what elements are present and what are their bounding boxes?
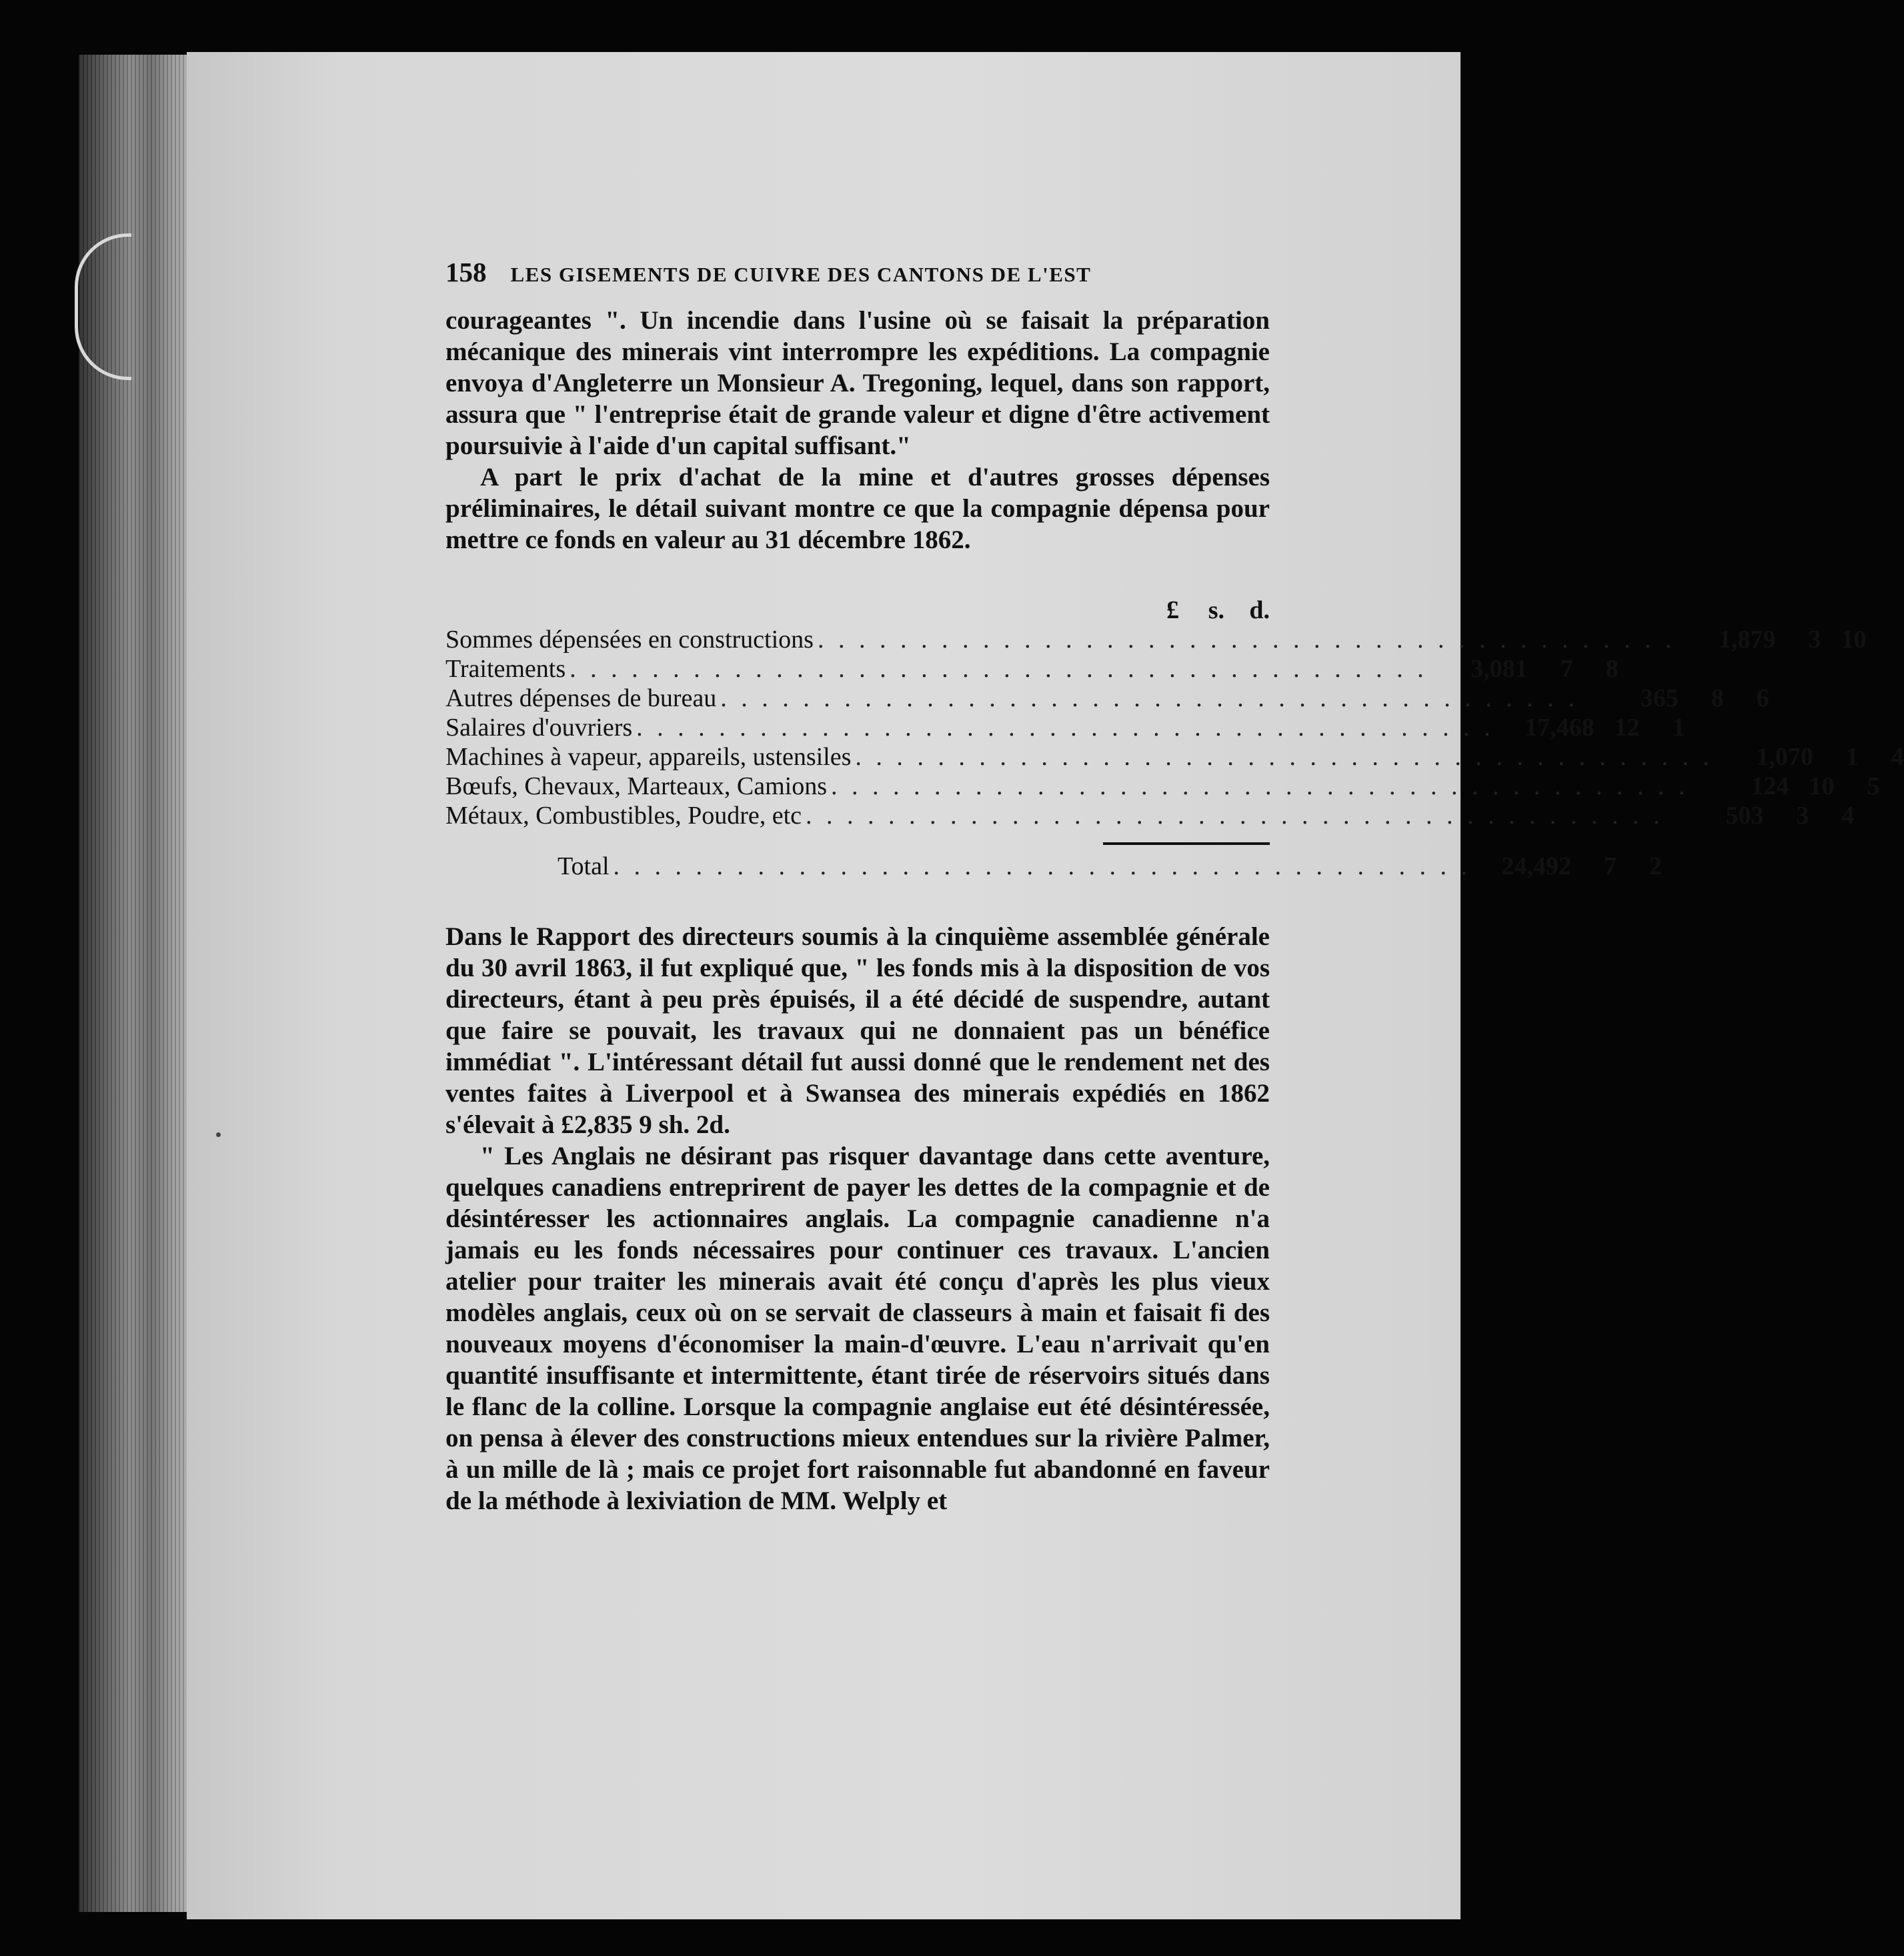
- dot-leader: . . . . . . . . . . . . . . . . . . . . . . . . . . . . . . . . . . . . . . . . . .: [831, 772, 1689, 800]
- dot-leader: . . . . . . . . . . . . . . . . . . . . . . . . . . . . . . . . . . . . . . . . . .: [570, 655, 1428, 683]
- paragraph: Dans le Rapport des directeurs soumis à la cinquième assemblée générale du 30 avril 1863, il fut expliqué que, " les fonds mis à la disposition de vos directeurs, étant à peu près épuisés, il a été décidé de suspendre, autant que faire se pouvait, les travaux qui ne donnaient pas un bénéfice immédiat ". L'intéressant détail fut aussi donné que le rendement net des ventes faites à Liverpool et à Swansea des minerais expédiés en 1862 s'élevait à £2,835 9 sh. 2d.: [445, 922, 1270, 1139]
- total-shillings: 7: [1604, 852, 1617, 880]
- pence-cell: 10: [1841, 626, 1867, 654]
- shillings-cell: 7: [1560, 655, 1573, 683]
- shillings-cell: 3: [1796, 802, 1809, 830]
- shillings-cell: 8: [1711, 684, 1724, 712]
- shillings-cell: 12: [1614, 714, 1640, 742]
- shillings-cell: 3: [1808, 626, 1821, 654]
- column-header-shillings: s.: [1208, 596, 1224, 624]
- column-header-pounds: £: [1166, 596, 1179, 624]
- table-row: [445, 772, 1880, 801]
- table-row: [445, 684, 1769, 713]
- paper-speck: [216, 1132, 221, 1137]
- pence-cell: 4: [1891, 743, 1904, 771]
- dot-leader: . . . . . . . . . . . . . . . . . . . . . . . . . . . . . . . . . . . . . . . . . .: [720, 684, 1579, 712]
- sum-rule-row: [445, 842, 1270, 845]
- pence-cell: 1: [1672, 714, 1685, 742]
- pence-cell: 8: [1605, 655, 1619, 683]
- row-label: Traitements: [445, 655, 566, 683]
- paragraph: A part le prix d'achat de la mine et d'autres grosses dépenses préliminaires, le détail suivant montre ce que la compagnie dépensa pour mettre ce fonds en valeur au 31 décembre 1862.: [445, 463, 1270, 554]
- total-label: Total: [558, 852, 610, 880]
- pounds-cell: 3,081: [1471, 655, 1528, 683]
- page-content: [445, 257, 1904, 1517]
- pounds-cell: 503: [1725, 802, 1764, 830]
- running-title: LES GISEMENTS DE CUIVRE DES CANTONS DE L'EST: [510, 263, 1092, 286]
- column-header-pence: d.: [1249, 596, 1270, 624]
- dot-leader: . . . . . . . . . . . . . . . . . . . . . . . . . . . . . . . . . . . . . . . . . .: [817, 626, 1676, 654]
- sum-rule: [1103, 842, 1270, 845]
- dot-leader: . . . . . . . . . . . . . . . . . . . . . . . . . . . . . . . . . . . . . . . . . .: [613, 852, 1472, 880]
- table-row: [445, 742, 1904, 772]
- pounds-cell: 1,879: [1718, 626, 1776, 654]
- table-header: [445, 596, 1270, 625]
- row-label: Sommes dépensées en constructions: [445, 626, 814, 654]
- pounds-cell: 365: [1640, 684, 1679, 712]
- row-label: Bœufs, Chevaux, Marteaux, Camions: [445, 772, 828, 800]
- pounds-cell: 1,070: [1756, 743, 1813, 771]
- table-row: [445, 625, 1867, 654]
- pounds-cell: 17,468: [1525, 714, 1595, 742]
- running-head: [445, 257, 1270, 290]
- dot-leader: . . . . . . . . . . . . . . . . . . . . . . . . . . . . . . . . . . . . . . . . . .: [855, 743, 1713, 771]
- table-row: [445, 713, 1685, 742]
- row-label: Machines à vapeur, appareils, ustensiles: [445, 743, 852, 771]
- row-label: Métaux, Combustibles, Poudre, etc: [445, 802, 802, 830]
- paragraph: " Les Anglais ne désirant pas risquer davantage dans cette aventure, quelques canadiens entreprirent de payer les dettes de la compagnie et de désintéresser les actionnaires anglais. La compagnie canadienne n'a jamais eu les fonds nécessaires pour continuer ces travaux. L'ancien atelier pour traiter les minerais avait été conçu d'après les plus vieux modèles anglais, ceux où on se servait de classeurs à main et faisait fi des nouveaux moyens d'économiser la main-d'œuvre. L'eau n'arrivait qu'en quantité insuffisante et intermittente, étant tirée de réservoirs situés dans le flanc de la colline. Lorsque la compagnie anglaise eut été désintéressée, on pensa à élever des constructions mieux entendues sur la rivière Palmer, à un mille de là ; mais ce projet fort raisonnable fut abandonné en faveur de la méthode à lexiviation de MM. Welply et: [445, 1142, 1270, 1515]
- total-row: [445, 852, 1663, 881]
- expense-table: [445, 596, 1904, 881]
- pounds-cell: 124: [1751, 772, 1789, 800]
- table-row: [445, 801, 1855, 830]
- dot-leader: . . . . . . . . . . . . . . . . . . . . . . . . . . . . . . . . . . . . . . . . . .: [806, 802, 1664, 830]
- page-number: 158: [445, 257, 487, 287]
- shillings-cell: 10: [1809, 772, 1835, 800]
- total-pounds: 24,492: [1501, 852, 1572, 880]
- total-pence: 2: [1649, 852, 1663, 880]
- pence-cell: 4: [1841, 802, 1855, 830]
- dot-leader: . . . . . . . . . . . . . . . . . . . . . . . . . . . . . . . . . . . . . . . . . .: [636, 714, 1495, 742]
- paragraph: courageantes ". Un incendie dans l'usine où se faisait la préparation mécanique des minerais vint interrompre les expéditions. La compagnie envoya d'Angleterre un Monsieur A. Tregoning, lequel, dans son rapport, assura que " l'entreprise était de grande valeur et digne d'être activement poursuivie à l'aide d'un capital suffisant.": [445, 306, 1270, 460]
- row-label: Salaires d'ouvriers: [445, 714, 633, 742]
- row-label: Autres dépenses de bureau: [445, 684, 717, 712]
- pence-cell: 5: [1867, 772, 1880, 800]
- shillings-cell: 1: [1845, 743, 1859, 771]
- table-row: [445, 654, 1619, 684]
- pence-cell: 6: [1756, 684, 1769, 712]
